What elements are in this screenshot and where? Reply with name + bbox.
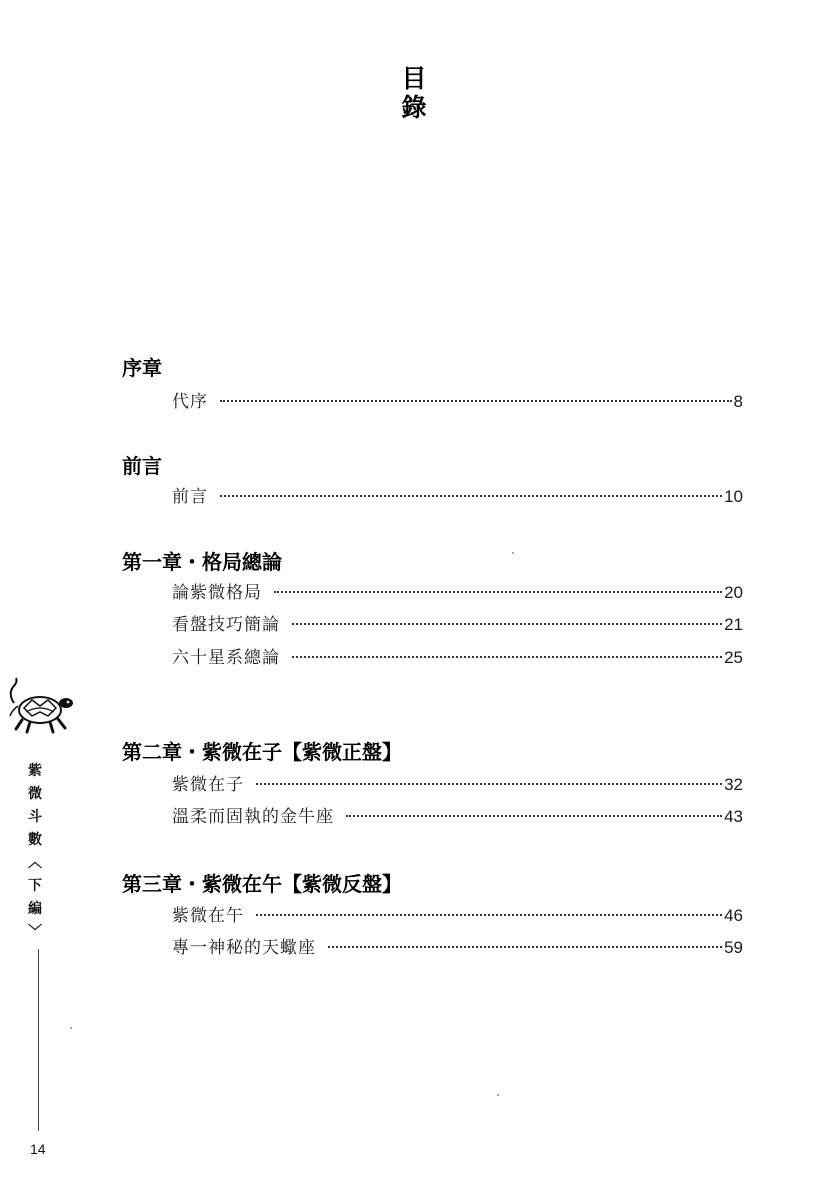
book-title-char: ﹀ xyxy=(28,924,42,940)
toc-entry-chapter-2-1[interactable] xyxy=(172,774,743,796)
toc-heading-preface: 序章 xyxy=(122,356,162,380)
toc-entry-introduction[interactable] xyxy=(172,486,743,508)
side-divider xyxy=(38,949,39,1131)
book-title-char: 微 xyxy=(28,786,42,802)
dot-leader xyxy=(220,495,722,497)
book-title-char: 紫 xyxy=(28,763,42,779)
toc-entry-title: 溫柔而固執的金牛座 xyxy=(172,807,334,827)
toc-entry-title: 代序 xyxy=(172,392,208,412)
toc-heading-chapter-2: 第二章・紫微在子【紫微正盤】 xyxy=(122,740,402,764)
page-number: 14 xyxy=(30,1141,46,1157)
toc-entry-page: 43 xyxy=(724,807,743,826)
toc-entry-page: 20 xyxy=(724,583,743,602)
dot-leader xyxy=(256,783,722,785)
turtle-icon xyxy=(4,676,76,736)
book-title-char: 斗 xyxy=(28,809,42,825)
dot-leader xyxy=(346,815,722,817)
toc-entry-page: 25 xyxy=(724,648,743,667)
toc-entry-title: 專一神秘的天蠍座 xyxy=(172,938,316,958)
dot-leader xyxy=(256,914,722,916)
page-title-char: 目 xyxy=(401,64,427,93)
dot-leader xyxy=(292,656,722,658)
dot-leader xyxy=(220,400,732,402)
dot-leader xyxy=(274,591,722,593)
dot-leader xyxy=(328,946,722,948)
toc-heading-introduction: 前言 xyxy=(122,454,162,478)
book-title-char: 下 xyxy=(28,878,42,894)
toc-entry-page: 10 xyxy=(724,487,743,506)
page-title xyxy=(390,64,438,122)
toc-entry-title: 前言 xyxy=(172,487,208,507)
toc-entry-chapter-1-1[interactable] xyxy=(172,582,743,604)
book-title-vertical xyxy=(22,760,48,944)
scan-speck xyxy=(70,1027,72,1029)
toc-heading-chapter-1: 第一章・格局總論 xyxy=(122,550,282,574)
toc-entry-page: 8 xyxy=(733,392,743,411)
toc-entry-page: 59 xyxy=(724,938,743,957)
page-title-char: 錄 xyxy=(401,93,427,122)
toc-entry-chapter-1-3[interactable] xyxy=(172,647,743,669)
toc-entry-chapter-3-2[interactable] xyxy=(172,937,743,959)
toc-entry-foreword[interactable] xyxy=(172,391,743,413)
scan-speck xyxy=(512,552,514,554)
toc-entry-page: 46 xyxy=(724,906,743,925)
toc-entry-chapter-2-2[interactable] xyxy=(172,806,743,828)
toc-entry-title: 紫微在午 xyxy=(172,906,244,926)
toc-heading-chapter-3: 第三章・紫微在午【紫微反盤】 xyxy=(122,872,402,896)
toc-entry-chapter-3-1[interactable] xyxy=(172,905,743,927)
book-title-char: ︿ xyxy=(28,855,42,871)
toc-entry-title: 看盤技巧簡論 xyxy=(172,615,280,635)
toc-entry-title: 紫微在子 xyxy=(172,775,244,795)
toc-entry-chapter-1-2[interactable] xyxy=(172,614,743,636)
book-title-char: 編 xyxy=(28,901,42,917)
toc-entry-page: 21 xyxy=(724,615,743,634)
book-title-char: 數 xyxy=(28,832,42,848)
toc-entry-page: 32 xyxy=(724,775,743,794)
toc-entry-title: 論紫微格局 xyxy=(172,583,262,603)
toc-entry-title: 六十星系總論 xyxy=(172,648,280,668)
dot-leader xyxy=(292,623,722,625)
scan-speck xyxy=(497,1094,499,1096)
